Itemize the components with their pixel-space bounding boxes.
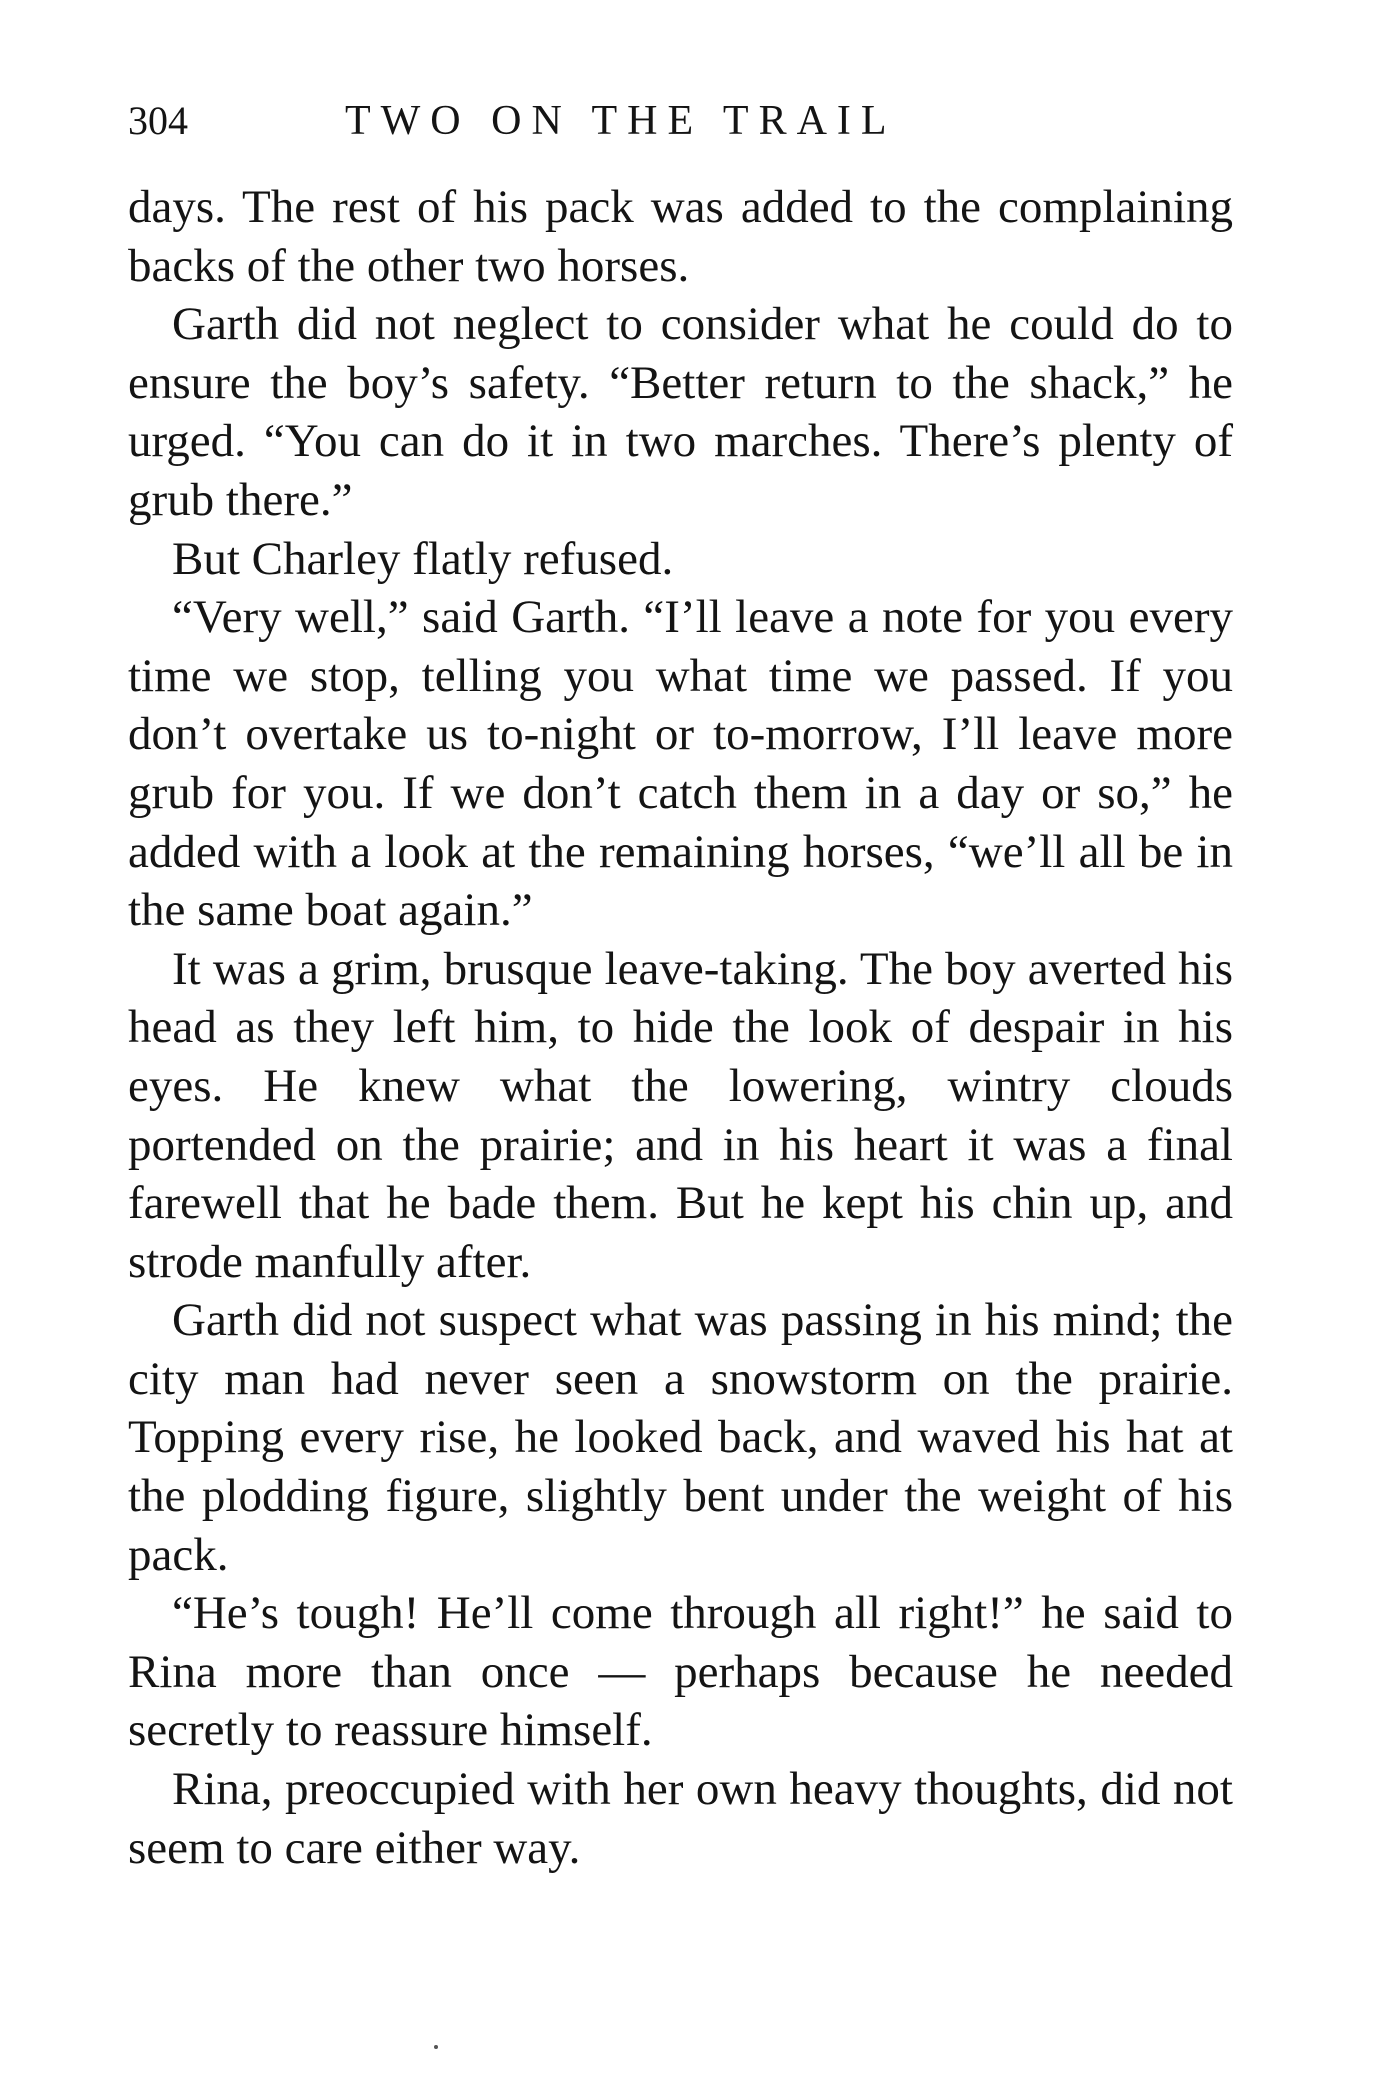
paragraph-8: Rina, preoccupied with her own heavy thoughts, did not seem to care either way. [128, 1763, 1233, 1874]
running-head: TWO ON THE TRAIL [345, 98, 897, 144]
page-number: 304 [128, 98, 188, 143]
paragraph-4: “Very well,” said Garth. “I’ll leave a note for you every time we stop, telling you what time we passed. If you don’t overtake us to-night or to-morrow, I’ll leave more grub for you. If we don’t catch them in a day or so,” he added with a look at the remaining horses, “we’ll all be in the same boat again.” [128, 591, 1233, 937]
paragraph-3: But Charley flatly refused. [172, 532, 674, 585]
page-header [128, 90, 1233, 152]
book-page [128, 90, 1233, 1877]
body-text [128, 178, 1233, 1877]
paragraph-2: Garth did not neglect to consider what he could do to ensure the boy’s safety. “Better return to the shack,” he urged. “You can do it in two marches. There’s plenty of grub there.” [128, 298, 1233, 526]
paragraph-6: Garth did not suspect what was passing in his mind; the city man had never seen a snowstorm on the prairie. Topping every rise, he looked back, and waved his hat at the plodding figure, slightly bent under the weight of his pack. [128, 1294, 1233, 1581]
paragraph-1: days. The rest of his pack was added to the complaining backs of the other two horses. [128, 181, 1233, 292]
paragraph-7: “He’s tough! He’ll come through all right!” he said to Rina more than once — perhaps because he needed secretly to reassure himself. [128, 1587, 1233, 1757]
paragraph-5: It was a grim, brusque leave-taking. The boy averted his head as they left him, to hide the look of despair in his eyes. He knew what the lowering, wintry clouds portended on the prairie; and in his heart it was a final farewell that he bade them. But he kept his chin up, and strode manfully after. [128, 942, 1233, 1288]
ink-speck [434, 2045, 438, 2049]
